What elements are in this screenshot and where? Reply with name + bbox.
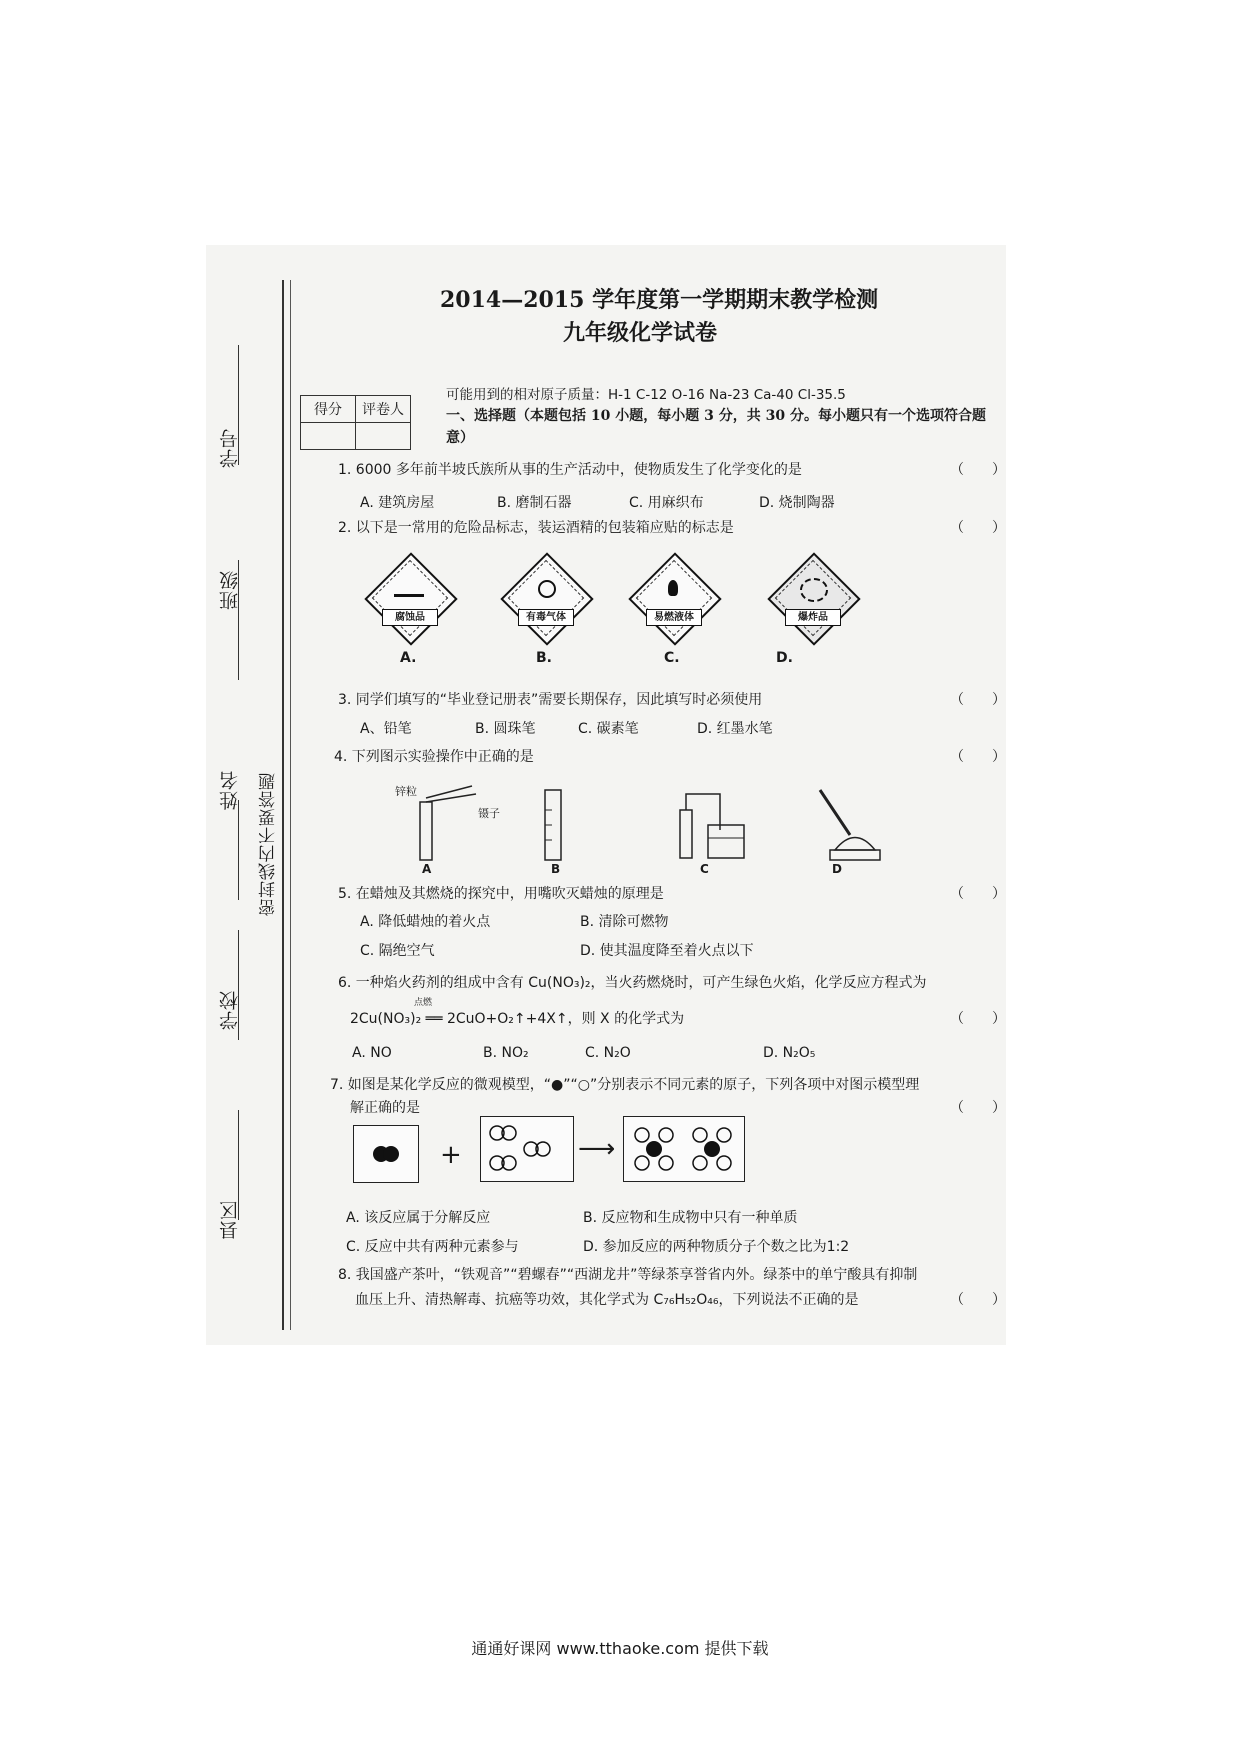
q2-stem: 2. 以下是一常用的危险品标志，装运酒精的包装箱应贴的标志是 — [338, 520, 734, 536]
corrosive-sign-label: 腐蚀品 — [382, 609, 438, 626]
flammable-liquid-sign — [628, 552, 718, 642]
q8-stem-line2: 血压上升、清热解毒、抗癌等功效，其化学式为 C₇₆H₅₂O₄₆，下列说法不正确的是 — [355, 1292, 859, 1308]
q6-equation: 2Cu(NO₃)₂ ══ 2CuO+O₂↑+4X↑，则 X 的化学式为 — [350, 1011, 685, 1027]
corrosive-sign — [364, 552, 454, 642]
q2-label-a: A. — [400, 650, 417, 666]
q5-option-c: C. 隔绝空气 — [360, 943, 435, 959]
q2-label-c: C. — [664, 650, 680, 666]
q6-option-b: B. NO₂ — [483, 1045, 529, 1061]
q2-label-b: B. — [536, 650, 552, 666]
q6-option-c: C. N₂O — [585, 1045, 631, 1061]
q8-stem-line1: 8. 我国盛产茶叶，“铁观音”“碧螺春”“西湖龙井”等绿茶享誉省内外。绿茶中的单宁酸具有抑制 — [338, 1267, 918, 1283]
q3-option-b: B. 圆珠笔 — [475, 721, 536, 737]
q5-stem: 5. 在蜡烛及其燃烧的探究中，用嘴吹灭蜡烛的原理是 — [338, 886, 664, 902]
seal-note: 密封线内不要答题 — [259, 772, 279, 916]
exam-subtitle: 九年级化学试卷 — [563, 320, 718, 346]
q3-option-c: C. 碳素笔 — [578, 721, 639, 737]
q4-stem: 4. 下列图示实验操作中正确的是 — [334, 749, 534, 765]
q3-answer-paren: （ ） — [950, 692, 1006, 708]
q5-answer-paren: （ ） — [950, 886, 1006, 902]
explosive-sign-label: 爆炸品 — [785, 609, 841, 626]
grader-header: 评卷人 — [356, 396, 411, 423]
q2-answer-paren: （ ） — [950, 520, 1006, 536]
q8-answer-paren: （ ） — [950, 1292, 1006, 1308]
q1-option-d: D. 烧制陶器 — [759, 495, 835, 511]
q1-option-c: C. 用麻织布 — [629, 495, 704, 511]
q5-option-b: B. 清除可燃物 — [580, 914, 669, 930]
reactant-box-1 — [353, 1125, 419, 1183]
q6-option-d: D. N₂O₅ — [763, 1045, 816, 1061]
q4-zinc-label: 锌粒 — [395, 785, 417, 798]
q6-option-a: A. NO — [352, 1045, 392, 1061]
q7-option-d: D. 参加反应的两种物质分子个数之比为1:2 — [583, 1239, 850, 1255]
score-header: 得分 — [301, 396, 356, 423]
q1-stem: 1. 6000 多年前半坡氏族所从事的生产活动中，使物质发生了化学变化的是 — [338, 462, 802, 478]
score-box — [300, 395, 411, 450]
q1-answer-paren: （ ） — [950, 462, 1006, 478]
reactant-box-2 — [480, 1116, 574, 1182]
toxic-gas-sign-label: 有毒气体 — [518, 609, 574, 626]
q4-figure-b — [545, 790, 561, 860]
q7-stem-line2: 解正确的是 — [350, 1100, 420, 1116]
explosion-icon — [800, 578, 828, 602]
q4-label-b: B — [551, 862, 561, 876]
q7-option-c: C. 反应中共有两种元素参与 — [346, 1239, 519, 1255]
q4-label-c: C — [700, 862, 709, 876]
q7-stem-line1: 7. 如图是某化学反应的微观模型，“●”“○”分别表示不同元素的原子，下列各项中对图示模型理 — [330, 1077, 920, 1093]
q4-figure-c — [680, 794, 744, 858]
q7-option-b: B. 反应物和生成物中只有一种单质 — [583, 1210, 798, 1226]
name-label: 姓名 — [219, 770, 241, 810]
q1-option-a: A. 建筑房屋 — [360, 495, 435, 511]
grader-cell — [356, 423, 411, 450]
score-cell — [301, 423, 356, 450]
q5-option-a: A. 降低蜡烛的着火点 — [360, 914, 491, 930]
school-label: 学校 — [219, 990, 241, 1030]
q6-answer-paren: （ ） — [950, 1011, 1006, 1027]
reaction-arrow: ⟶ — [578, 1134, 616, 1164]
skull-icon — [538, 580, 556, 598]
plus-sign: + — [440, 1140, 462, 1170]
q2-label-d: D. — [776, 650, 793, 666]
q6-condition: 点燃 — [414, 998, 433, 1008]
q6-stem: 6. 一种焰火药剂的组成中含有 Cu(NO₃)₂，当火药燃烧时，可产生绿色火焰，化学反应方程式为 — [338, 975, 927, 991]
atomic-masses: 可能用到的相对原子质量：H-1 C-12 O-16 Na-23 Ca-40 Cl-35.5 — [446, 387, 846, 403]
q4-figure-d — [820, 790, 880, 860]
section-1-heading: 一、选择题（本题包括 10 小题，每小题 3 分，共 30 分。每小题只有一个选项符合题意） — [446, 408, 986, 446]
q7-answer-paren: （ ） — [950, 1100, 1006, 1116]
binding-line-inner — [290, 280, 291, 1330]
flame-icon — [668, 580, 678, 596]
q4-figure-a — [420, 786, 476, 860]
student-id-label: 学号 — [219, 428, 241, 468]
name-blank — [238, 800, 239, 900]
product-box — [623, 1116, 745, 1182]
explosive-sign — [767, 552, 857, 642]
flammable-liquid-sign-label: 易燃液体 — [646, 609, 702, 626]
q7-option-a: A. 该反应属于分解反应 — [346, 1210, 491, 1226]
toxic-gas-sign — [500, 552, 590, 642]
q5-option-d: D. 使其温度降至着火点以下 — [580, 943, 754, 959]
county-label: 县区 — [219, 1200, 241, 1240]
q4-answer-paren: （ ） — [950, 749, 1006, 765]
q4-tweezers-label: 镊子 — [478, 807, 500, 820]
q4-label-d: D — [832, 862, 842, 876]
q3-stem: 3. 同学们填写的“毕业登记册表”需要长期保存，因此填写时必须使用 — [338, 692, 763, 708]
exam-title: 2014—2015 学年度第一学期期末教学检测 — [440, 287, 879, 313]
q3-option-a: A、铅笔 — [360, 721, 412, 737]
q4-label-a: A — [422, 862, 432, 876]
class-label: 班级 — [219, 570, 241, 610]
q1-option-b: B. 磨制石器 — [497, 495, 572, 511]
binding-line — [282, 280, 284, 1330]
footer-watermark: 通通好课网 www.tthaoke.com 提供下载 — [471, 1639, 769, 1658]
q3-option-d: D. 红墨水笔 — [697, 721, 773, 737]
